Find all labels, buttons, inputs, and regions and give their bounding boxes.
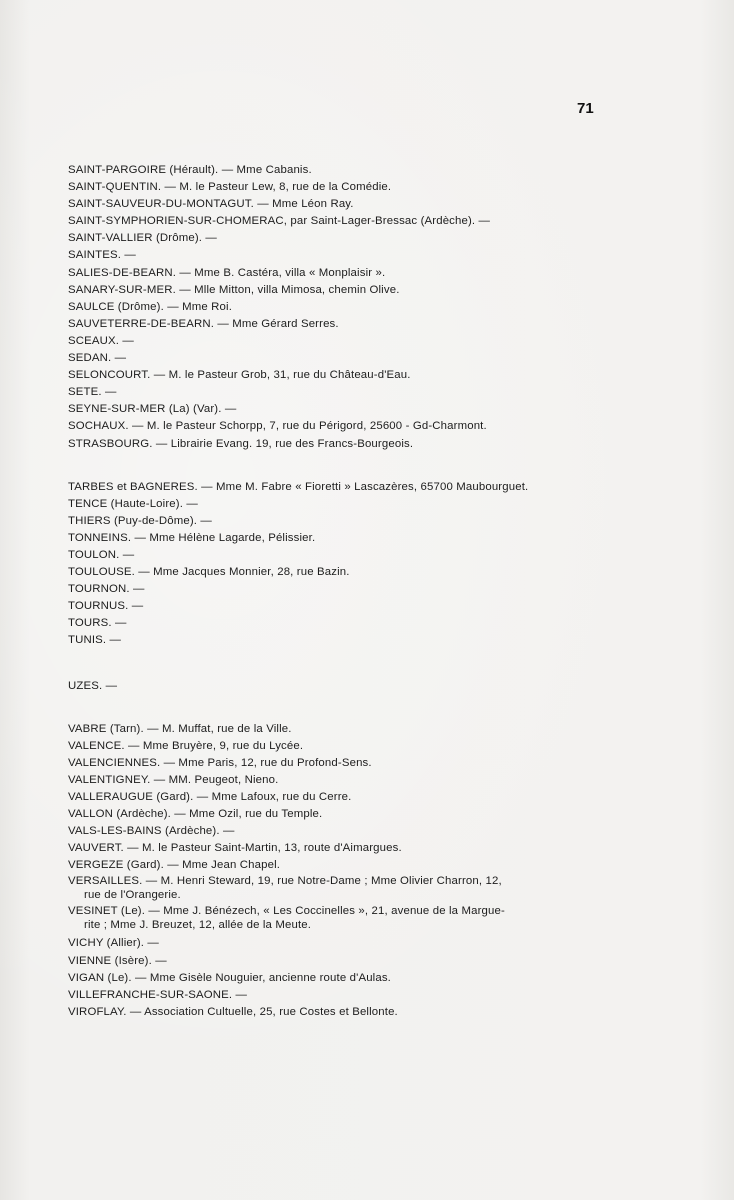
list-item: TOULOUSE. — Mme Jacques Monnier, 28, rue Bazin. xyxy=(68,566,350,579)
list-item: SELONCOURT. — M. le Pasteur Grob, 31, rue du Château-d'Eau. xyxy=(68,369,411,382)
entry-line: VERSAILLES. — M. Henri Steward, 19, rue Notre-Dame ; Mme Olivier Charron, 12, xyxy=(68,875,502,888)
list-item: VALENCIENNES. — Mme Paris, 12, rue du Profond-Sens. xyxy=(68,756,372,769)
group-t xyxy=(68,479,608,650)
list-item: VABRE (Tarn). — M. Muffat, rue de la Ville. xyxy=(68,722,292,735)
list-item: TARBES et BAGNERES. — Mme M. Fabre « Fioretti » Lascazères, 65700 Maubourguet. xyxy=(68,480,529,493)
list-item: SANARY-SUR-MER. — Mlle Mitton, villa Mimosa, chemin Olive. xyxy=(68,283,400,296)
list-item: THIERS (Puy-de-Dôme). — xyxy=(68,514,212,527)
list-item: VICHY (Allier). — xyxy=(68,937,159,950)
list-item: SAINT-SAUVEUR-DU-MONTAGUT. — Mme Léon Ray. xyxy=(68,198,354,211)
list-item: VALLON (Ardèche). — Mme Ozil, rue du Temple. xyxy=(68,808,323,821)
list-item: VIROFLAY. — Association Cultuelle, 25, rue Costes et Bellonte. xyxy=(68,1005,398,1018)
list-item: SAINT-SYMPHORIEN-SUR-CHOMERAC, par Saint-Lager-Bressac (Ardèche). — xyxy=(68,215,491,228)
list-item: VERGEZE (Gard). — Mme Jean Chapel. xyxy=(68,859,281,872)
list-item: TONNEINS. — Mme Hélène Lagarde, Pélissier. xyxy=(68,531,316,544)
page-number: 71 xyxy=(577,100,594,117)
section-gap xyxy=(68,650,608,678)
group-u xyxy=(68,678,608,695)
list-item: VILLEFRANCHE-SUR-SAONE. — xyxy=(68,988,248,1001)
list-item: SAULCE (Drôme). — Mme Roi. xyxy=(68,300,233,313)
list-item: TENCE (Haute-Loire). — xyxy=(68,497,198,510)
entry-continuation: rue de l'Orangerie. xyxy=(84,888,181,901)
entry-line: VESINET (Le). — Mme J. Bénézech, « Les Coccinelles », 21, avenue de la Margue- xyxy=(68,905,505,918)
list-item: SCEAUX. — xyxy=(68,334,134,347)
list-item-wrapped xyxy=(68,875,608,902)
list-item: SAINTES. — xyxy=(68,249,136,262)
list-item: TUNIS. — xyxy=(68,634,122,647)
list-item: VAUVERT. — M. le Pasteur Saint-Martin, 13, route d'Aimargues. xyxy=(68,842,402,855)
group-s xyxy=(68,162,608,453)
entry-continuation: rite ; Mme J. Breuzet, 12, allée de la Meute. xyxy=(84,918,312,931)
list-item: STRASBOURG. — Librairie Evang. 19, rue des Francs-Bourgeois. xyxy=(68,437,414,450)
list-item: SETE. — xyxy=(68,386,117,399)
list-item: SAINT-PARGOIRE (Hérault). — Mme Cabanis. xyxy=(68,164,312,176)
list-item: SEDAN. — xyxy=(68,352,127,365)
list-item: UZES. — xyxy=(68,679,118,692)
list-item: TOURNON. — xyxy=(68,583,145,596)
section-gap xyxy=(68,453,608,479)
list-item: TOURS. — xyxy=(68,617,127,630)
list-item: SAINT-QUENTIN. — M. le Pasteur Lew, 8, rue de la Comédie. xyxy=(68,181,392,194)
list-item: TOURNUS. — xyxy=(68,600,144,613)
list-item: SALIES-DE-BEARN. — Mme B. Castéra, villa « Monplaisir ». xyxy=(68,266,386,279)
list-item: VALLERAUGUE (Gard). — Mme Lafoux, rue du Cerre. xyxy=(68,791,352,803)
list-item-wrapped xyxy=(68,905,608,932)
list-item: SAINT-VALLIER (Drôme). — xyxy=(68,232,217,245)
list-item: VIENNE (Isère). — xyxy=(68,954,167,967)
list-item: VALENTIGNEY. — MM. Peugeot, Nieno. xyxy=(68,773,279,786)
directory-list xyxy=(68,162,608,1021)
list-item: VIGAN (Le). — Mme Gisèle Nouguier, ancienne route d'Aulas. xyxy=(68,971,391,984)
group-v xyxy=(68,721,608,1021)
list-item: VALS-LES-BAINS (Ardèche). — xyxy=(68,825,235,838)
list-item: VALENCE. — Mme Bruyère, 9, rue du Lycée. xyxy=(68,739,304,752)
section-gap xyxy=(68,695,608,721)
list-item: SEYNE-SUR-MER (La) (Var). — xyxy=(68,403,237,416)
list-item: SOCHAUX. — M. le Pasteur Schorpp, 7, rue du Périgord, 25600 - Gd-Charmont. xyxy=(68,420,487,433)
list-item: SAUVETERRE-DE-BEARN. — Mme Gérard Serres. xyxy=(68,317,339,330)
list-item: TOULON. — xyxy=(68,548,135,561)
